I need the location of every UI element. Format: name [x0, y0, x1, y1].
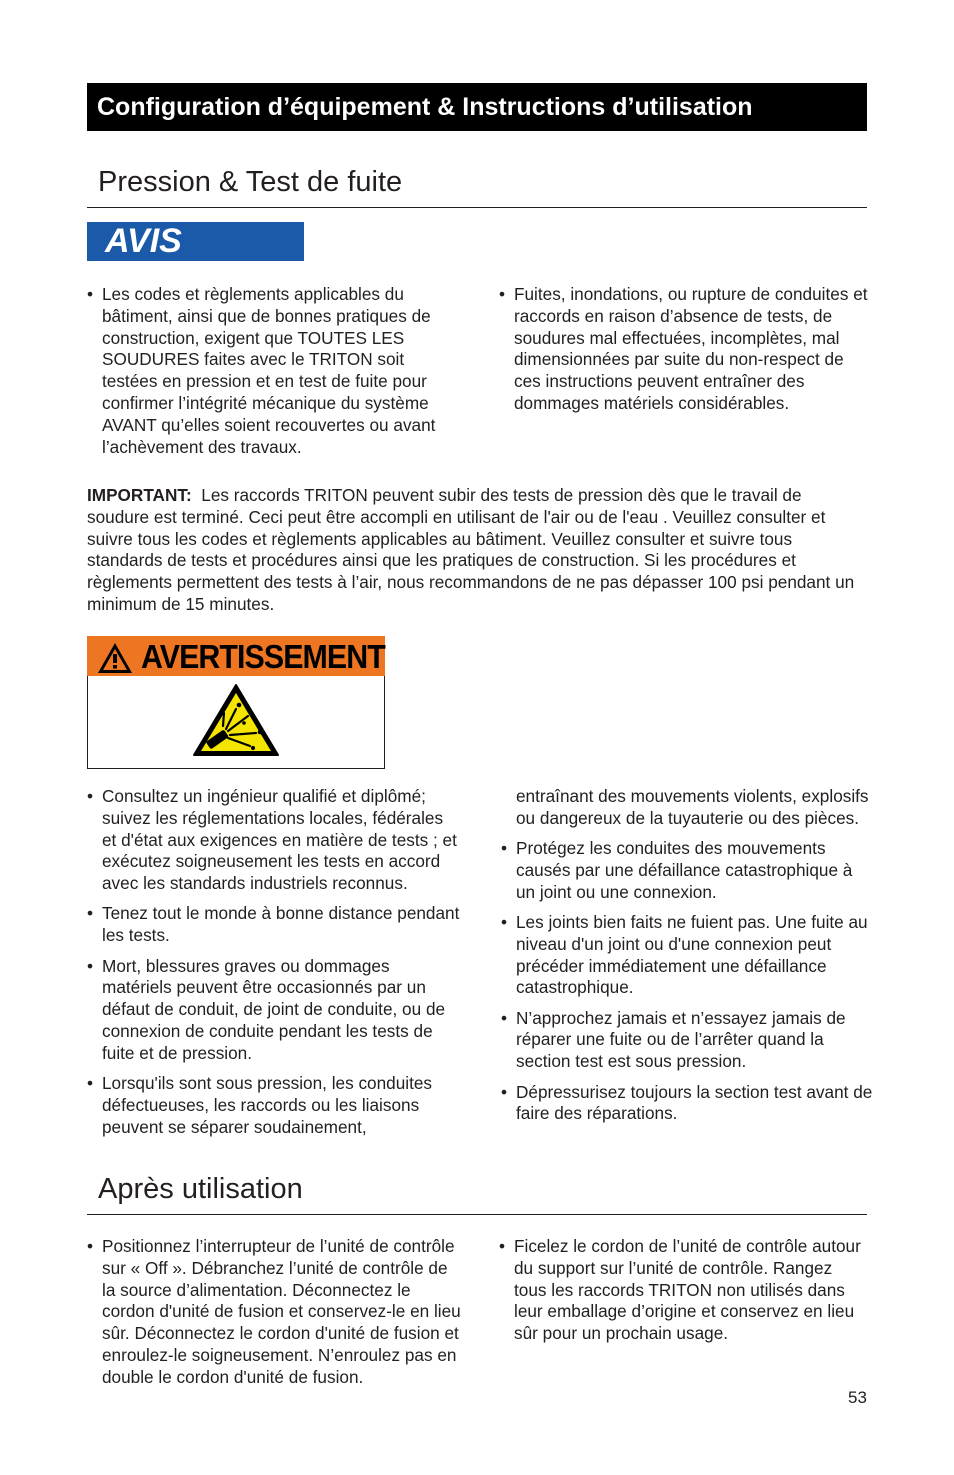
bullet-marker: •	[87, 1236, 94, 1256]
bullet-text: Les joints bien faits ne fuient pas. Une fuite au niveau d'un joint ou d'une connexion peut précéder immédiatement une défaillance catastrophique.	[516, 911, 868, 998]
bullet-item	[87, 1236, 462, 1389]
bullet-text: Lorsqu'ils sont sous pression, les conduites défectueuses, les raccords ou les liaisons peuvent se séparer soudainement,	[102, 1073, 433, 1137]
bullet-item	[87, 903, 462, 947]
bullet-item	[87, 786, 462, 895]
section-title-pressure: Pression & Test de fuite	[98, 166, 403, 198]
bullet-item	[87, 284, 462, 458]
bullet-text: Dépressurisez toujours la section test avant de faire des réparations.	[516, 1081, 873, 1124]
bullet-text: Protégez les conduites des mouvements causés par une défaillance catastrophique à un joint ou une connexion.	[516, 838, 853, 902]
section-divider	[87, 1214, 867, 1215]
bullet-marker: •	[501, 1007, 508, 1028]
bullet-text: Mort, blessures graves ou dommages matériels peuvent être occasionnés par un défaut de conduit, de joint de conduite, ou de connexion de conduite pendant les tests de fuite et de pression.	[102, 955, 446, 1063]
bullet-item	[501, 1082, 873, 1126]
bullet-marker: •	[87, 284, 94, 304]
after-left-column	[87, 1236, 462, 1397]
bullet-marker: •	[87, 1073, 94, 1094]
page-banner: Configuration d’équipement & Instructions d’utilisation	[87, 83, 867, 131]
important-text: Les raccords TRITON peuvent subir des tests de pression dès que le travail de soudure est terminé. Ceci peut être accompli en utilisant de l'air ou de l'eau . Veuillez consulter et suivre tous les codes et règlements applicables au bâtiment. Veuillez consulter et suivre tous standards de tests et procédures ainsi que les pratiques de construction. Si les procédures et règlements permettent des tests à l’air, nous recommandons de ne pas dépasser 100 psi pendant un minimum de 15 minutes.	[87, 485, 855, 614]
warning-left-column	[87, 786, 462, 1147]
bullet-text: Tenez tout le monde à bonne distance pendant les tests.	[102, 903, 460, 946]
important-paragraph	[87, 485, 867, 616]
bullet-text: Ficelez le cordon de l’unité de contrôle autour du support sur l’unité de contrôle. Rangez tous les raccords TRITON non utilisés dans leur emballage d’origine et conservez en lieu sûr pour un prochain usage.	[514, 1236, 861, 1344]
bullet-item	[499, 1236, 869, 1345]
bullet-text: Consultez un ingénieur qualifié et diplômé; suivez les réglementations locales, fédérales et d'état aux exigences en matière de tests ; et exécutez soigneusement les tests en accord avec les standards industriels reconnus.	[102, 786, 457, 894]
bullet-marker: •	[501, 838, 508, 859]
bullet-item	[501, 838, 873, 903]
bullet-marker: •	[499, 1236, 506, 1256]
bullet-marker: •	[499, 284, 506, 304]
bullet-item	[87, 956, 462, 1065]
avis-label: AVIS	[87, 222, 304, 261]
bullet-text: Positionnez l’interrupteur de l’unité de contrôle sur « Off ». Débranchez l’unité de contrôle de la source d’alimentation. Déconnectez le cordon d'unité de fusion et conservez-le en lieu sûr. Déconnectez le cordon d'unité de fusion et enroulez-le soigneusement. N’enroulez pas en double le cordon d'unité de fusion.	[102, 1236, 461, 1387]
bullet-marker: •	[87, 903, 94, 924]
bullet-marker: •	[87, 786, 94, 806]
bullet-item	[501, 912, 873, 999]
section-divider	[87, 207, 867, 208]
bullet-item	[501, 1008, 873, 1073]
notice-right-column	[499, 284, 869, 423]
warning-right-column	[501, 786, 873, 1134]
bullet-item	[87, 1073, 462, 1138]
page-number: 53	[848, 1388, 867, 1407]
warning-continuation: entraînant des mouvements violents, explosifs ou dangereux de la tuyauterie ou des pièces.	[516, 786, 869, 828]
bullet-text: Fuites, inondations, ou rupture de conduites et raccords en raison d’absence de tests, de soudures mal effectuées, incomplètes, mal dimensionnées par suite du non-respect de ces instructions peuvent entraîner des dommages matériels considérables.	[514, 284, 868, 413]
warning-triangle-icon	[97, 642, 133, 674]
bullet-text: N’approchez jamais et n’essayez jamais de réparer une fuite ou de l’arrêter quand la section test est sous pression.	[516, 1007, 846, 1072]
bullet-marker: •	[87, 955, 94, 976]
avertissement-label: AVERTISSEMENT	[141, 638, 385, 675]
section-title-after: Après utilisation	[98, 1173, 303, 1205]
bullet-marker: •	[501, 1081, 508, 1102]
bullet-text: Les codes et règlements applicables du bâtiment, ainsi que de bonnes pratiques de construction, exigent que TOUTES LES SOUDURES faites avec le TRITON soit testées en pression et en test de fuite pour confirmer l’intégrité mécanique du système AVANT qu’elles soient recouvertes ou avant l’achèvement des travaux.	[102, 284, 436, 457]
bullet-marker: •	[501, 911, 508, 932]
notice-left-column	[87, 284, 462, 467]
after-right-column	[499, 1236, 869, 1353]
bullet-item	[499, 284, 869, 415]
important-label: IMPORTANT:	[87, 485, 192, 505]
explosion-hazard-icon	[192, 683, 280, 757]
